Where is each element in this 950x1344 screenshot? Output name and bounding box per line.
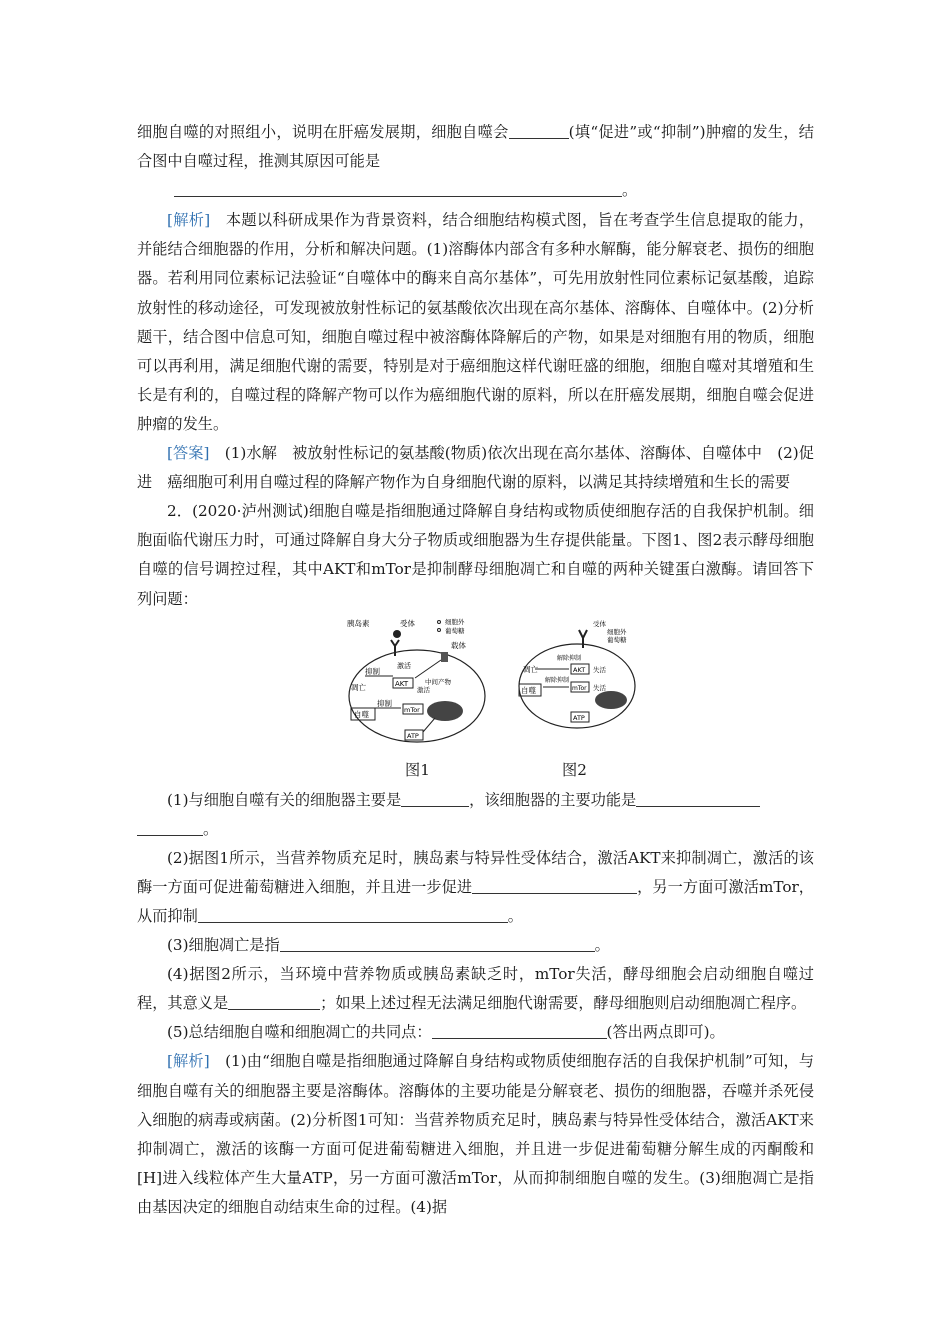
label-mtor: mTor xyxy=(404,705,420,714)
label-outside-2: 细胞外 xyxy=(607,627,627,636)
answer-blank xyxy=(174,178,622,197)
figure-2-caption: 图2 xyxy=(562,760,587,779)
long-answer-line: 。 xyxy=(137,176,814,205)
label-mtor-2: mTor xyxy=(572,684,587,692)
label-receptor-2: 受体 xyxy=(593,619,606,628)
label-autophagy: 自噬 xyxy=(354,709,369,719)
question-2-intro: 2．(2020·泸州测试)细胞自噬是指细胞通过降解自身结构或物质使细胞存活的自我保护机制。细胞面临代谢压力时，可通过降解自身大分子物质或细胞器为生存提供能量。下图1、图2表示酵母细胞自噬的信号调控过程，其中AKT和mTor是抑制酵母细胞凋亡和自噬的两种关键蛋白激酶。请回答下列问题： xyxy=(137,502,814,608)
carrier-protein-icon xyxy=(441,652,448,662)
paragraph-q1-continued: 细胞自噬的对照组小，说明在肝癌发展期，细胞自噬会 (填“促进”或“抑制”)肿瘤的发生，结合图中自噬过程，推测其原因可能是 xyxy=(137,118,814,176)
label-receptor: 受体 xyxy=(400,618,415,628)
answer-blank xyxy=(280,933,595,952)
mitochondrion-icon xyxy=(427,701,463,721)
answer-blank xyxy=(432,1020,607,1039)
label-outside: 细胞外 xyxy=(445,617,465,626)
answer-paragraph-1: [答案] (1)水解 被放射性标记的氨基酸(物质)依次出现在高尔基体、溶酶体、自噬体中 (2)促进 癌细胞可利用自噬过程的降解产物作为自身细胞代谢的原料，以满足其持续增殖和生长的需要 xyxy=(137,444,814,492)
mitochondrion-icon-2 xyxy=(595,691,627,709)
figure-1-caption: 图1 xyxy=(405,760,430,779)
answer-blank xyxy=(509,120,569,139)
sub-question-4: (4)据图2所示，当环境中营养物质或胰岛素缺乏时，mTor失活，酵母细胞会启动细胞自噬过程，其意义是 ；如果上述过程无法满足细胞代谢需要，酵母细胞则启动细胞凋亡程序。 xyxy=(137,965,814,1013)
arrow-to-carrier xyxy=(415,660,441,678)
document-page xyxy=(137,118,814,1222)
label-inhibit: 抑制 xyxy=(365,666,380,676)
answer-tag: [答案] xyxy=(167,444,210,463)
label-akt-2: AKT xyxy=(573,665,586,674)
glucose-dot-icon xyxy=(438,628,441,631)
label-release-1: 解除抑制 xyxy=(557,654,582,662)
answer-blank xyxy=(401,788,469,807)
figure-2-diagram xyxy=(515,616,645,736)
label-atp: ATP xyxy=(407,731,419,740)
receptor-icon-2 xyxy=(579,630,587,648)
label-glucose: 葡萄糖 xyxy=(445,626,465,635)
label-apoptosis-2: 凋亡 xyxy=(523,664,538,674)
label-inhibit-2: 抑制 xyxy=(377,698,392,708)
sub-question-1: (1)与细胞自噬有关的细胞器主要是 ，该细胞器的主要功能是 。 xyxy=(137,786,814,844)
label-intermediate: 中间产物 xyxy=(425,677,451,686)
answer-blank xyxy=(228,991,320,1010)
sub-question-3: (3)细胞凋亡是指 。 xyxy=(137,931,814,960)
label-glucose-2: 葡萄糖 xyxy=(607,635,627,644)
answer-blank xyxy=(636,788,760,807)
label-lost-2: 失活 xyxy=(593,683,606,692)
label-activate: 激活 xyxy=(397,661,411,670)
insulin-molecule-icon xyxy=(393,630,401,638)
glucose-dot-icon xyxy=(438,620,441,623)
label-activate-2: 激活 xyxy=(417,685,430,694)
figure-row xyxy=(137,616,814,756)
label-lost-1: 失活 xyxy=(593,665,606,674)
figure-1-diagram xyxy=(345,616,495,746)
analysis-paragraph-1: [解析] 本题以科研成果作为背景资料，结合细胞结构模式图，旨在考查学生信息提取的能力，并能结合细胞器的作用，分析和解决问题。(1)溶酶体内部含有多种水解酶，能分解衰老、损伤的细胞器。若利用同位素标记法验证“自噬体中的酶来自高尔基体”，可先用放射性同位素标记氨基酸，追踪放射性的移动途径，可发现被放射性标记的氨基酸依次出现在高尔基体、溶酶体、自噬体中。(2)分析题干，结合图中信息可知，细胞自噬过程中被溶酶体降解后的产物，如果是对细胞有用的物质，细胞可以再利用，满足细胞代谢的需要，特别是对于癌细胞这样代谢旺盛的细胞，细胞自噬对其增殖和生长是有利的，自噬过程的降解产物可以作为癌细胞代谢的原料，所以在肝癌发展期，细胞自噬会促进肿瘤的发生。 xyxy=(137,211,815,433)
analysis-tag-2: [解析] xyxy=(167,1052,210,1071)
answer-blank xyxy=(137,817,203,836)
label-apoptosis: 凋亡 xyxy=(351,682,366,692)
analysis-tag: [解析] xyxy=(167,211,211,230)
cell-membrane-1 xyxy=(349,650,485,742)
sub-question-2: (2)据图1所示，当营养物质充足时，胰岛素与特异性受体结合，激活AKT来抑制凋亡，激活的该酶一方面可促进葡萄糖进入细胞，并且进一步促进 ，另一方面可激活mTor，从而抑制 。 xyxy=(137,848,814,925)
sub-question-5: (5)总结细胞自噬和细胞凋亡的共同点： (答出两点即可)。 xyxy=(137,1018,814,1047)
arrow-to-atp xyxy=(423,718,435,732)
label-atp-2: ATP xyxy=(573,713,585,722)
label-autophagy-2: 自噬 xyxy=(521,685,536,695)
answer-blank xyxy=(472,875,637,894)
label-carrier: 载体 xyxy=(451,640,466,650)
analysis-paragraph-2: [解析] (1)由“细胞自噬是指细胞通过降解自身结构或物质使细胞存活的自我保护机制”可知，与细胞自噬有关的细胞器主要是溶酶体。溶酶体的主要功能是分解衰老、损伤的细胞器，吞噬并杀死侵入细胞的病毒或病菌。(2)分析图1可知：当营养物质充足时，胰岛素与特异性受体结合，激活AKT来抑制凋亡，激活的该酶一方面可促进葡萄糖进入细胞，并且进一步促进葡萄糖分解生成的丙酮酸和[H]进入线粒体产生大量ATP，另一方面可激活mTor，从而抑制细胞自噬的发生。(3)细胞凋亡是指由基因决定的细胞自动结束生命的过程。(4)据 xyxy=(137,1052,815,1216)
label-akt: AKT xyxy=(395,679,409,688)
figure-captions xyxy=(137,756,814,786)
answer-blank xyxy=(198,904,508,923)
label-insulin: 胰岛素 xyxy=(347,618,370,628)
label-release-2: 解除抑制 xyxy=(545,676,570,684)
